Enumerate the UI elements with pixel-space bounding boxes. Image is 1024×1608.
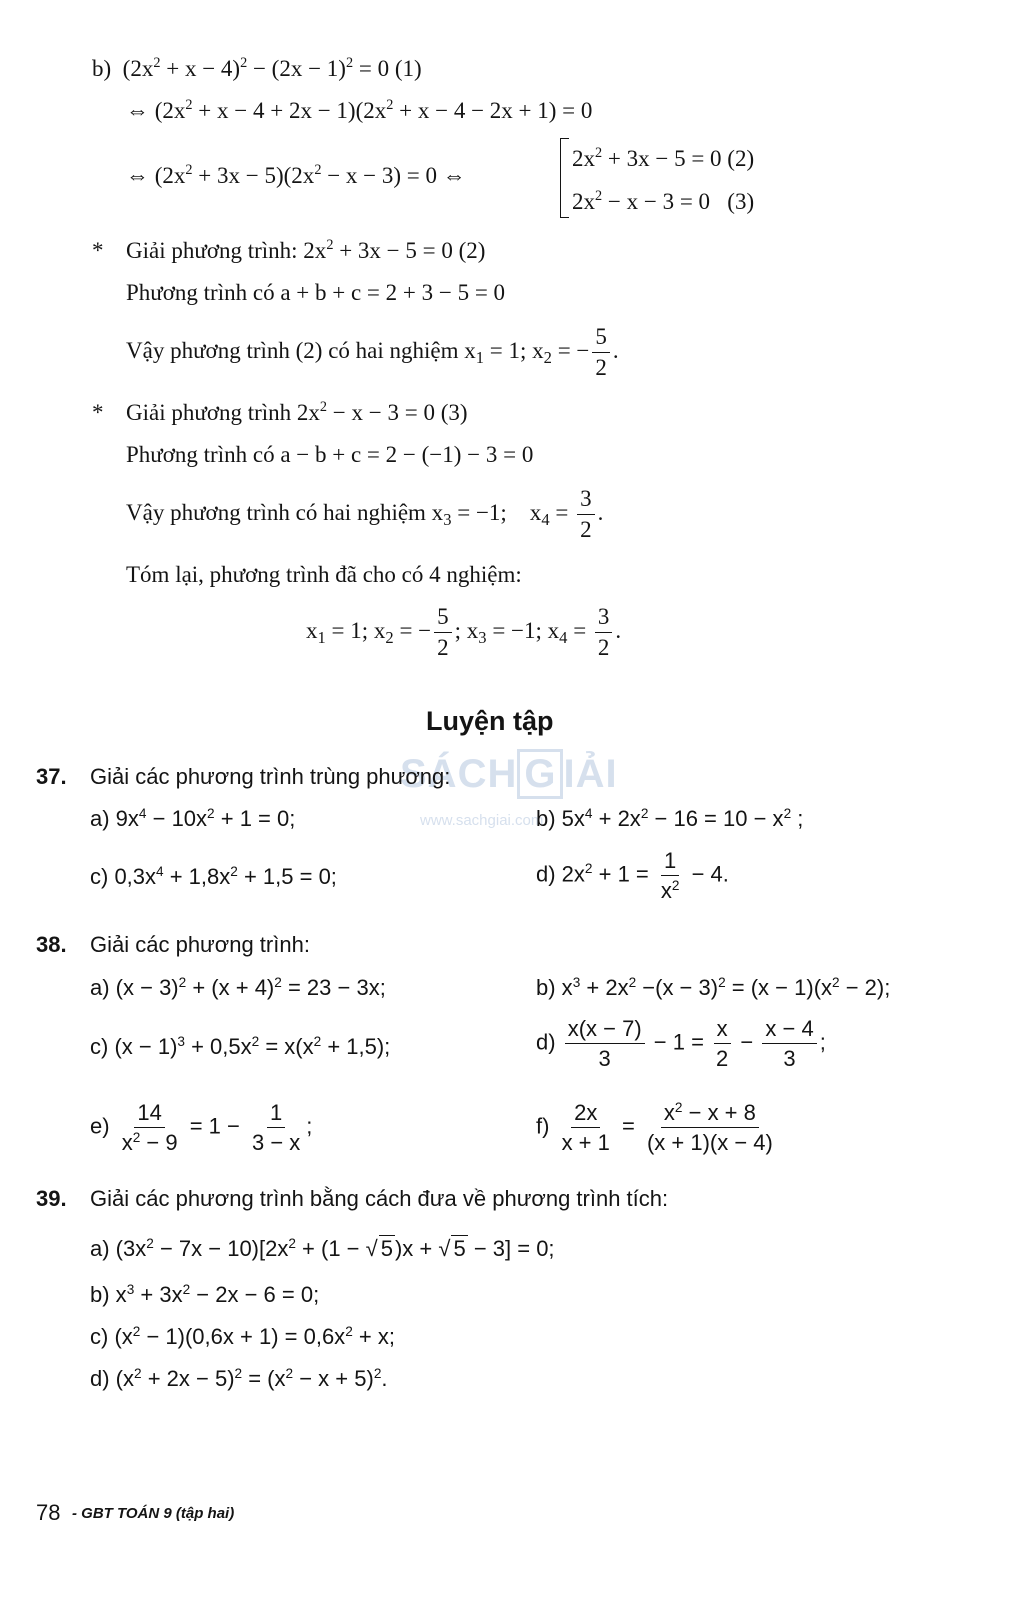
book-title: - GBT TOÁN 9 (tập hai) [72,1505,235,1522]
watermark-brand: SÁCH G IẢI [400,752,618,797]
exercise-39-c: c) $(x^2 - 1)(0,6x + 1) = 0,6x^2 + x$; [90,1323,395,1349]
exercise-37-a: a) $9x^4 - 10x^2 + 1 = 0$; [90,805,296,831]
system-case-3: $2x^2 - x - 3 = 0$ (3) [572,188,755,214]
eq3-result: Vậy phương trình có hai nghiệm $x_3 = -1$; $x_4$ = $\frac{3}{2}$ . [126,486,604,543]
summary-roots: $x_1 = 1$; $x_2$ = − $\frac{5}{2}$ ; $x_3 = -1$; $x_4$ = $\frac{3}{2}$ . [306,604,622,661]
exercise-39-a: a) $(3x^2 - 7x - 10)[2x^2 + (1$ − √ 5)x + √ 5 − 3] = 0; [90,1235,555,1261]
exercise-39-b: b) $x^3 + 3x^2 - 2x - 6 = 0$; [90,1281,320,1307]
bullet-star-2: * [92,400,104,425]
section-title: Luyện tập [426,706,554,736]
exercise-37-b: b) $5x^4 + 2x^2 - 16 = 10 - x^2$ ; [536,805,804,831]
exercise-37-c: c) $0,3x^4 + 1,8x^2 + 1,5 = 0$; [90,863,337,889]
eq3-check: Phương trình có a − b + c = 2 − (−1) − 3 = 0 [126,442,534,467]
exercise-39-title: Giải các phương trình bằng cách đưa về phương trình tích: [90,1186,669,1211]
exercise-37-title: Giải các phương trình trùng phương: [90,764,451,789]
exercise-39-number: 39. [36,1186,67,1211]
eq3-heading: Giải phương trình $2x^2 - x - 3 = 0$ (3) [126,399,468,425]
summary-text: Tóm lại, phương trình đã cho có 4 nghiệm: [126,562,522,587]
exercise-37-d: d) $2x^2 + 1$ = $\frac{1}{x^2}$ − 4. [536,848,729,904]
exercise-38-c: c) $(x - 1)^3 + 0,5x^2 = x(x^2 + 1,5)$; [90,1033,391,1059]
solution-b-label: b) [92,56,117,81]
exercise-38-a: a) $(x - 3)^2 + (x + 4)^2 = 23 - 3x$; [90,974,386,1000]
bullet-star-1: * [92,238,104,263]
exercise-38-e: e) $\frac{14}{x^2 - 9}$ = 1 − $\frac{1}{3 - x}$ ; [90,1100,313,1156]
page-number: 78 [36,1500,61,1525]
system-bracket [560,138,569,218]
eq2-check: Phương trình có a + b + c = 2 + 3 − 5 = 0 [126,280,506,305]
exercise-38-b: b) $x^3 + 2x^2 -(x - 3)^2 = (x - 1)(x^2 - 2)$; [536,974,891,1000]
exercise-37-number: 37. [36,764,67,789]
watermark-url: www.sachgiai.com [420,812,544,829]
eq2-result: Vậy phương trình (2) có hai nghiệm $x_1 = 1$; $x_2$ = − $\frac{5}{2}$ . [126,324,619,381]
exercise-38-number: 38. [36,932,67,957]
exercise-38-d: d) $\frac{x(x - 7)}{3}$ − 1 = $\frac{x}{2}$ − $\frac{x - 4}{3}$ ; [536,1016,826,1072]
system-case-2: $2x^2 + 3x - 5 = 0$ (2) [572,145,755,171]
eq2-heading: Giải phương trình: $2x^2 + 3x - 5 = 0$ (2) [126,237,486,263]
solution-b-line2: ⇔ $(2x^2 + x - 4 + 2x - 1)(2x^2 + x - 4 - 2x + 1) = 0$ [126,97,593,123]
solution-b-line3: ⇔ $(2x^2 + 3x - 5)(2x^2 - x - 3) = 0$ ⇔ [126,162,466,188]
exercise-39-d: d) $(x^2 + 2x - 5)^2 = (x^2 - x + 5)^2$. [90,1365,388,1391]
solution-b-line1: b) $(2x^2 + x - 4)^2 - (2x - 1)^2 = 0$ (1) [92,55,422,81]
exercise-38-title: Giải các phương trình: [90,932,310,957]
exercise-38-f: f) $\frac{2x}{x + 1}$ = $\frac{x^2 - x + 8}{(x + 1)(x - 4)}$ [536,1099,773,1156]
